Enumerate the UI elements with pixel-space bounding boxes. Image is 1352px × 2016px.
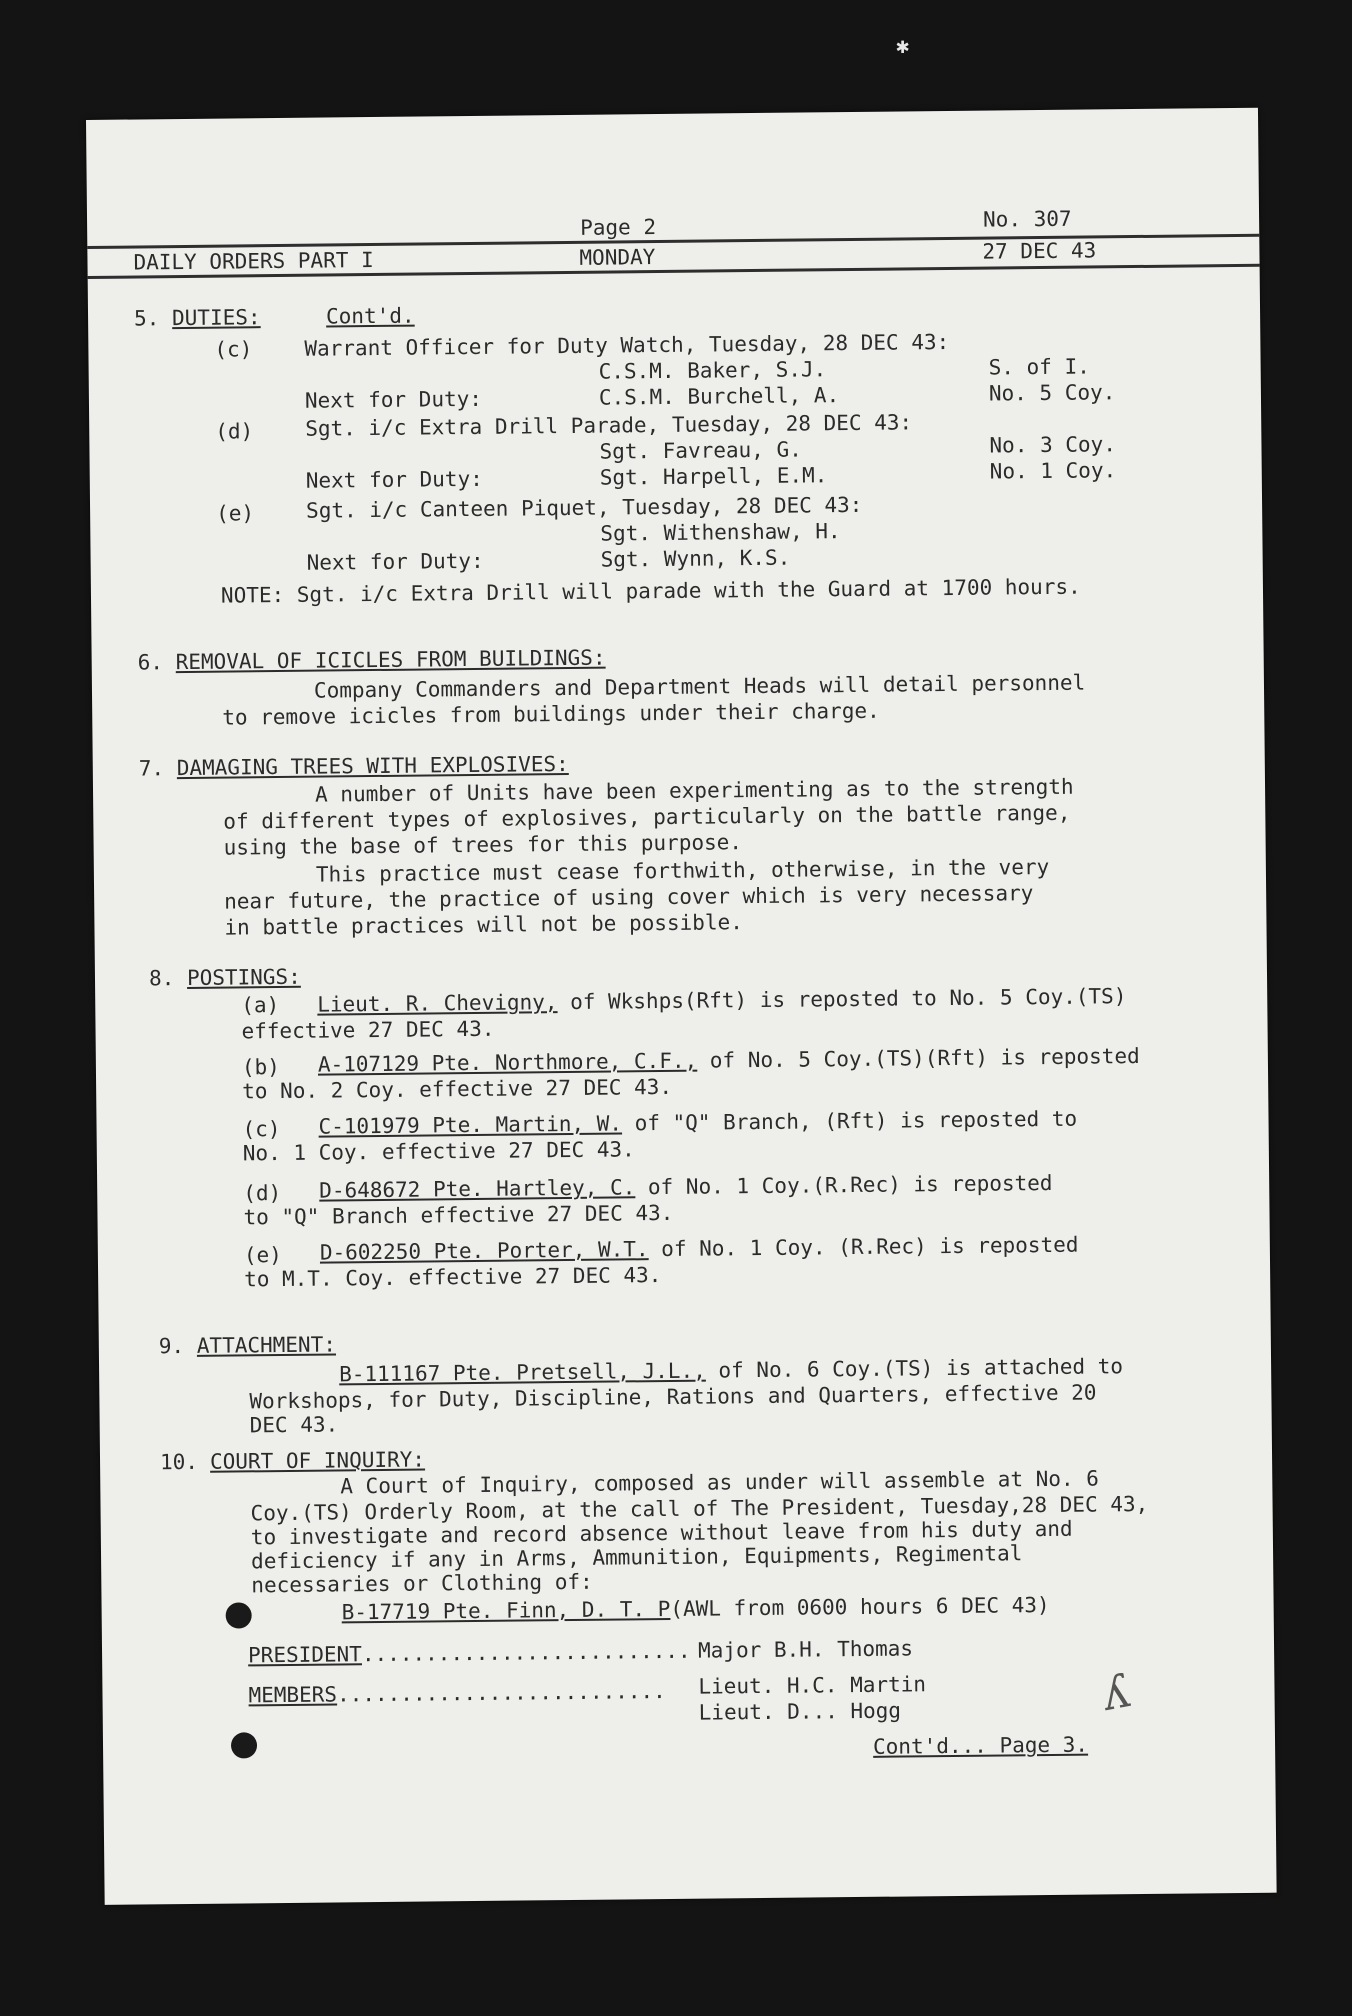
president-name: Major B.H. Thomas (697, 1636, 914, 1663)
posting-c-label: (c) (242, 1117, 281, 1142)
section-7-line-4: This practice must cease forthwith, otherwise, in the very (315, 854, 1050, 887)
duty-c-next-label: Next for Duty: (304, 386, 483, 413)
duty-d-name: Sgt. Favreau, G. (599, 437, 802, 464)
section-6-line-2: to remove icicles from buildings under their charge. (222, 698, 880, 730)
section-10-line-3: to investigate and record absence without leave from his duty and (250, 1516, 1073, 1550)
section-8-number: 8. (148, 966, 175, 991)
section-7-title: DAMAGING TREES WITH EXPLOSIVES: (176, 751, 569, 781)
section-6-line-1: Company Commanders and Department Heads will detail personnel (313, 670, 1086, 703)
posting-c-line-2: No. 1 Coy. effective 27 DEC 43. (242, 1137, 635, 1166)
posting-d-name: D-648672 Pte. Hartley, C. (319, 1175, 636, 1203)
duty-d-next-name: Sgt. Harpell, E.M. (599, 463, 828, 490)
orders-title: DAILY ORDERS PART I (133, 247, 374, 275)
section-10-line-2: Coy.(TS) Orderly Room, at the call of The President, Tuesday,28 DEC 43, (250, 1491, 1149, 1526)
posting-a-label: (a) (241, 993, 280, 1018)
duties-note: NOTE: Sgt. i/c Extra Drill will parade with the Guard at 1700 hours. (220, 574, 1081, 608)
duty-c-next-name: C.S.M. Burchell, A. (598, 383, 840, 410)
inquiry-subject-note: (AWL from 0600 hours 6 DEC 43) (670, 1592, 1050, 1621)
document-page (86, 108, 1277, 1905)
order-number: No. 307 (982, 206, 1072, 232)
section-10-title: COURT OF INQUIRY: (209, 1447, 426, 1474)
date-label: 27 DEC 43 (982, 238, 1097, 264)
duty-e-label: (e) (216, 501, 255, 526)
posting-a-text: of Wkshps(Rft) is reposted to No. 5 Coy.(TS) (557, 984, 1127, 1015)
duty-c-next-unit: No. 5 Coy. (988, 380, 1116, 406)
posting-a-line-1 (317, 983, 1126, 1018)
duty-c-name: C.S.M. Baker, S.J. (598, 357, 827, 384)
posting-b-line-2: to No. 2 Coy. effective 27 DEC 43. (242, 1074, 673, 1104)
member-1: Lieut. H.C. Martin (698, 1672, 927, 1699)
duty-d-next-label: Next for Duty: (305, 466, 483, 493)
posting-d-label: (d) (243, 1181, 282, 1206)
section-7-line-3: using the base of trees for this purpose. (223, 830, 743, 860)
section-7-line-5: near future, the practice of using cover which is very necessary (224, 881, 1034, 914)
section-7-line-1: A number of Units have been experimenting as to the strength (314, 774, 1074, 807)
duty-d-label: (d) (215, 419, 254, 444)
posting-c-text: of "Q" Branch, (Rft) is reposted to (621, 1106, 1078, 1136)
posting-b-label: (b) (241, 1055, 280, 1080)
page-number: Page 2 (580, 215, 657, 240)
posting-a-line-2: effective 27 DEC 43. (241, 1016, 495, 1044)
duty-c-label: (c) (214, 337, 253, 362)
section-10-number: 10. (159, 1449, 199, 1475)
members-row (248, 1678, 666, 1709)
section-7-number: 7. (138, 756, 165, 781)
attachment-name: B-111167 Pte. Pretsell, J.L., (339, 1358, 706, 1387)
posting-d-line-1 (319, 1170, 1053, 1205)
president-row (248, 1638, 691, 1670)
posting-e-label: (e) (243, 1243, 282, 1268)
section-7-line-2: of different types of explosives, particularly on the battle range, (223, 800, 1071, 834)
posting-e-name: D-602250 Pte. Porter, W.T. (319, 1237, 649, 1265)
punch-hole-upper (226, 1602, 252, 1628)
section-7-line-6: in battle practices will not be possible. (224, 910, 743, 940)
section-10-line-4: deficiency if any in Arms, Ammunition, Equipments, Regimental (250, 1541, 1023, 1574)
section-6-number: 6. (137, 650, 164, 675)
film-mark: ✱ (896, 34, 910, 59)
posting-b-line-1 (318, 1043, 1140, 1079)
day-label: MONDAY (579, 245, 656, 270)
posting-e-text: of No. 1 Coy. (R.Rec) is reposted (648, 1232, 1079, 1262)
section-9-line-3: DEC 43. (249, 1412, 339, 1438)
section-10-line-1: A Court of Inquiry, composed as under will assemble at No. 6 (340, 1466, 1100, 1499)
members-dots: .......................... (336, 1679, 666, 1707)
attachment-text: of No. 6 Coy.(TS) is attached to (705, 1354, 1124, 1383)
duty-e-heading: Sgt. i/c Canteen Piquet, Tuesday, 28 DEC 43: (305, 492, 863, 523)
section-9-title: ATTACHMENT: (196, 1332, 337, 1358)
section-5-number: 5. (133, 306, 160, 331)
posting-c-name: C-101979 Pte. Martin, W. (318, 1111, 623, 1139)
continued-note: Cont'd... Page 3. (872, 1732, 1089, 1759)
inquiry-subject-name: B-17719 Pte. Finn, D. T. P (341, 1596, 671, 1625)
posting-e-line-2: to M.T. Coy. effective 27 DEC 43. (244, 1263, 662, 1292)
section-10-line-5: necessaries or Clothing of: (251, 1569, 593, 1598)
posting-c-line-1 (318, 1106, 1077, 1141)
section-5-title: DUTIES: (171, 305, 261, 331)
section-9-number: 9. (158, 1334, 185, 1359)
posting-b-text: of No. 5 Coy.(TS)(Rft) is reposted (697, 1044, 1140, 1073)
punch-hole-lower (231, 1732, 257, 1758)
duty-d-heading: Sgt. i/c Extra Drill Parade, Tuesday, 28 DEC 43: (305, 410, 913, 441)
section-8-title: POSTINGS: (186, 964, 301, 990)
section-5-contd: Cont'd. (325, 303, 415, 329)
president-dots: .......................... (361, 1638, 691, 1667)
duty-e-next-label: Next for Duty: (306, 548, 484, 575)
duty-d-unit: No. 3 Coy. (989, 432, 1117, 458)
posting-b-name: A-107129 Pte. Northmore, C.F., (317, 1048, 698, 1077)
posting-d-line-2: to "Q" Branch effective 27 DEC 43. (243, 1200, 674, 1230)
posting-d-text: of No. 1 Coy.(R.Rec) is reposted (635, 1170, 1053, 1200)
posting-a-name: Lieut. R. Chevigny, (317, 990, 558, 1017)
duty-e-name: Sgt. Withenshaw, H. (600, 519, 841, 546)
section-9-line-2: Workshops, for Duty, Discipline, Rations and Quarters, effective 20 (249, 1380, 1097, 1414)
president-label: PRESIDENT (247, 1642, 363, 1668)
member-2: Lieut. D... Hogg (698, 1698, 902, 1725)
posting-e-line-1 (320, 1232, 1079, 1267)
handwritten-mark: ʎ (1097, 1663, 1134, 1722)
members-label: MEMBERS (248, 1682, 338, 1708)
section-6-title: REMOVAL OF ICICLES FROM BUILDINGS: (175, 645, 606, 675)
duty-e-next-name: Sgt. Wynn, K.S. (600, 545, 791, 572)
duty-d-next-unit: No. 1 Coy. (989, 458, 1117, 484)
duty-c-unit: S. of I. (988, 354, 1090, 380)
duty-c-heading: Warrant Officer for Duty Watch, Tuesday, 28 DEC 43: (304, 329, 950, 361)
